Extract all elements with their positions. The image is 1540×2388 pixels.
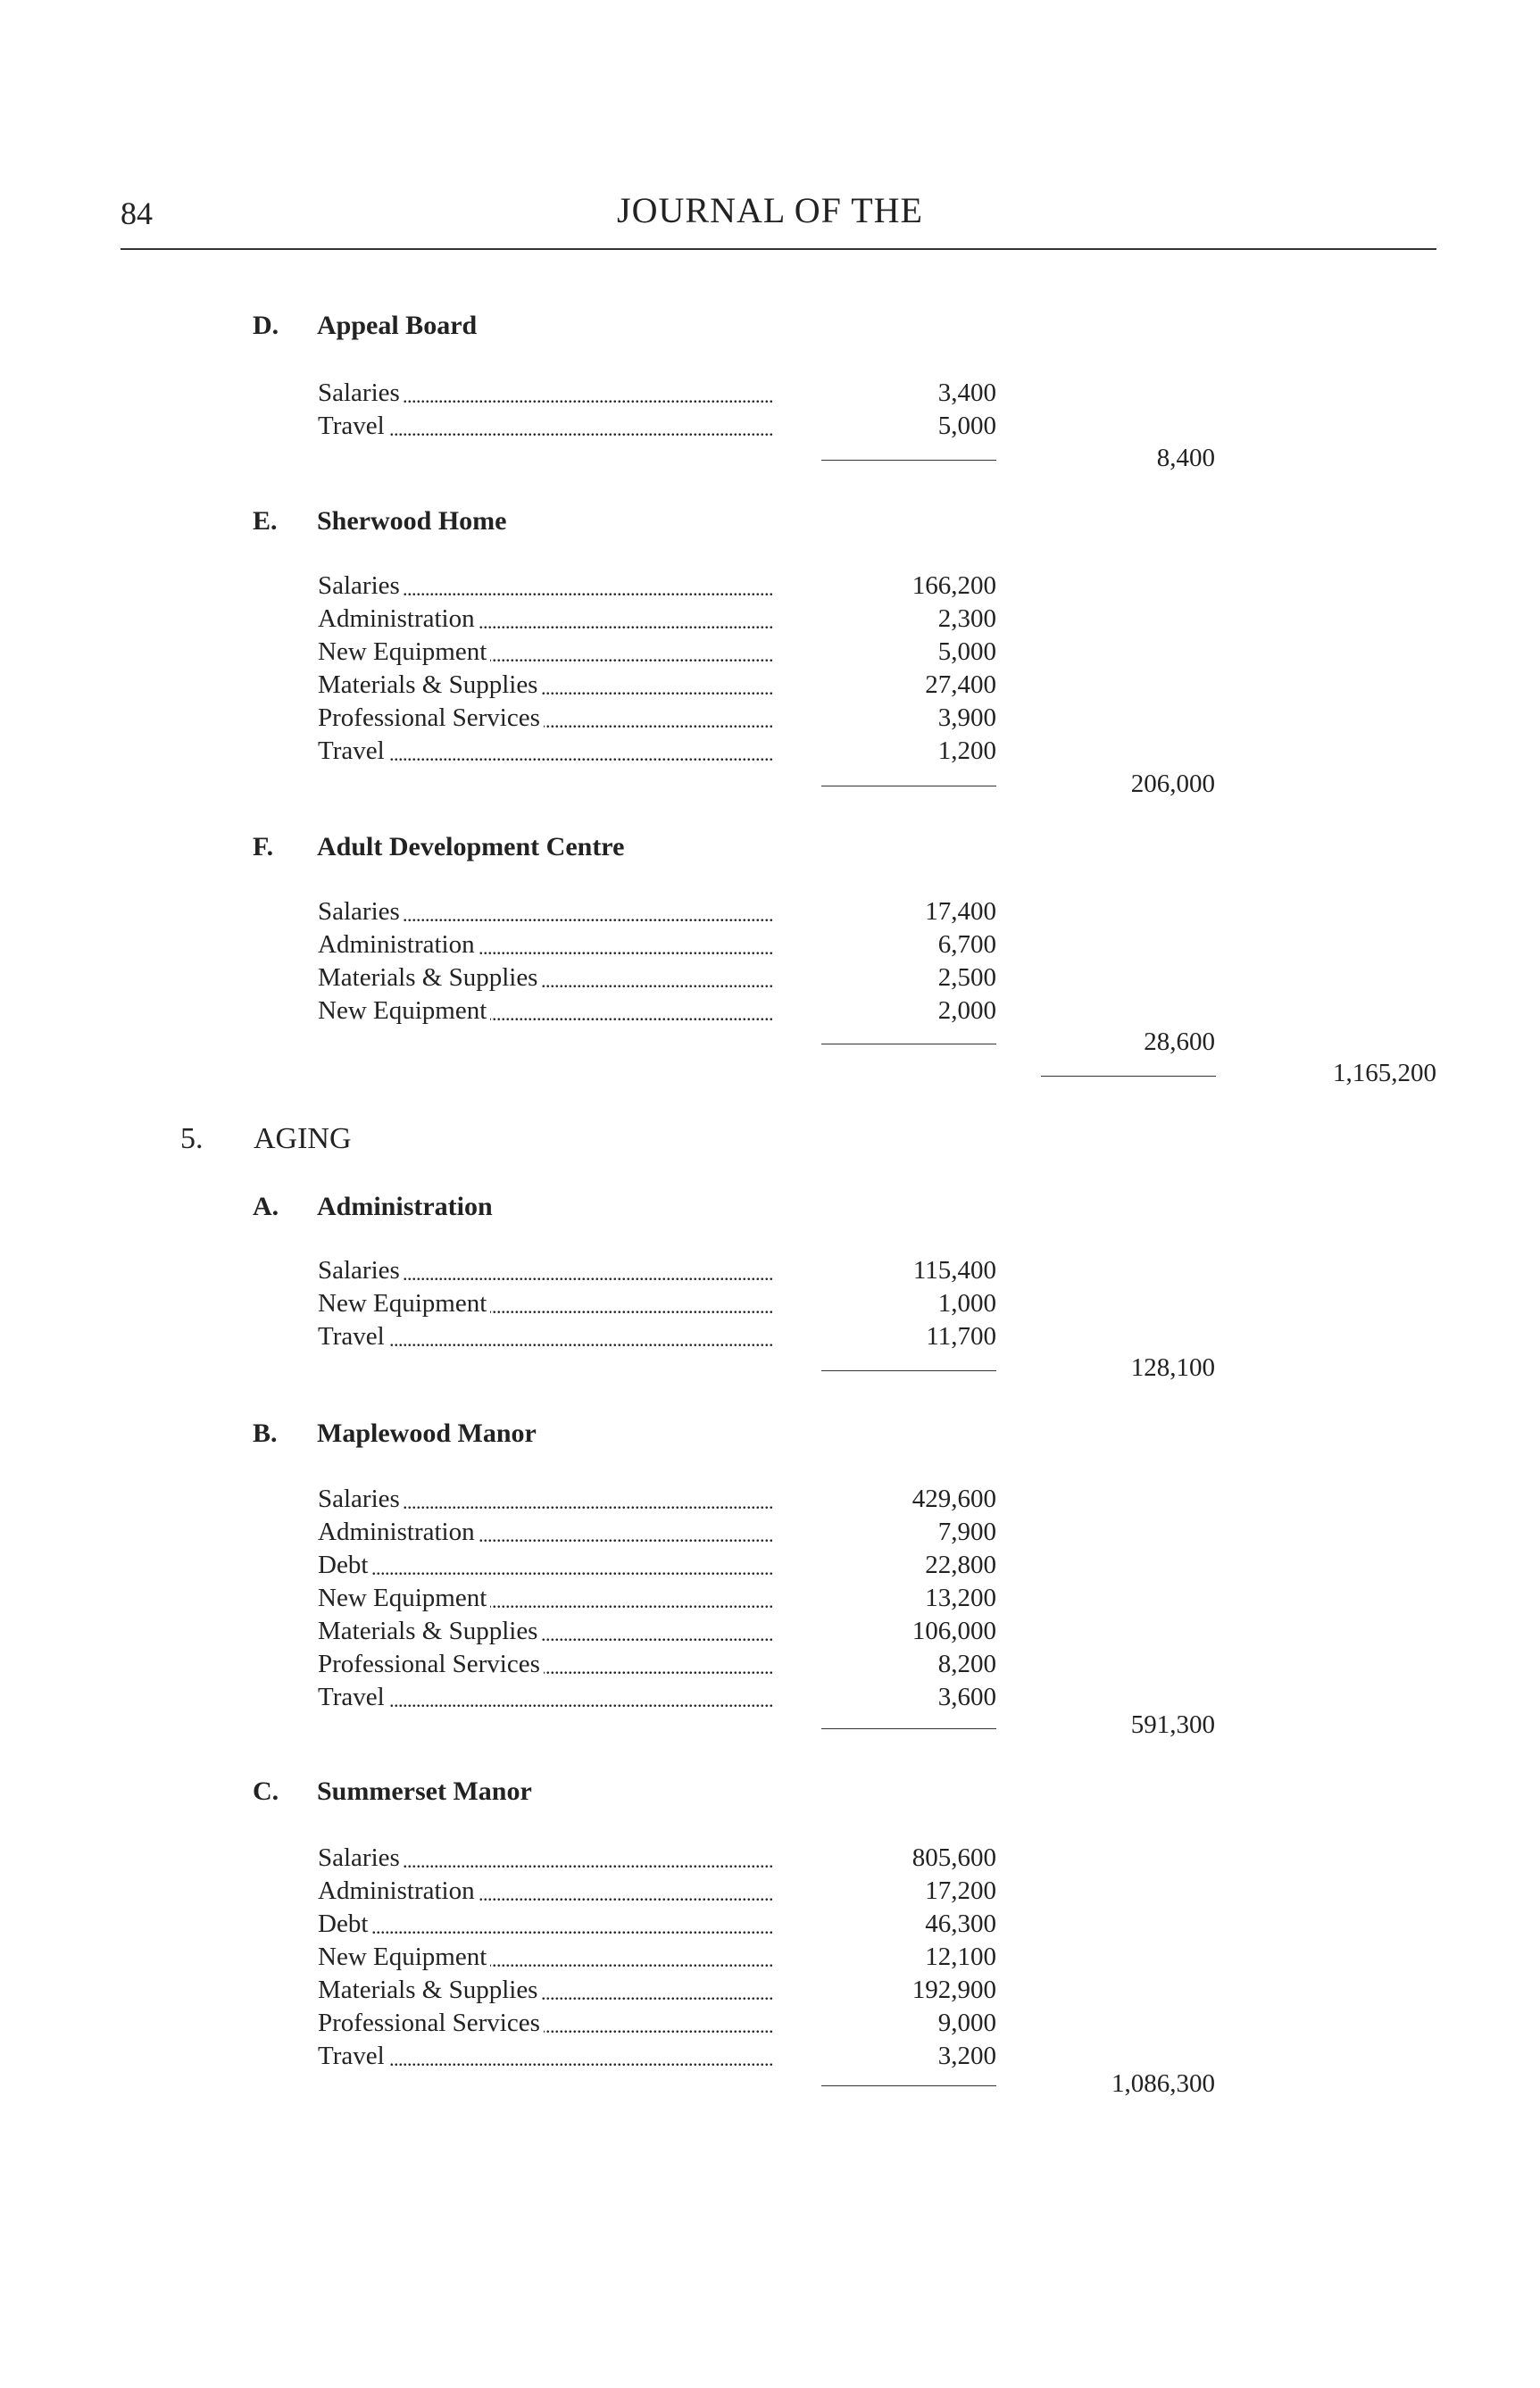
item-amount: 3,600 <box>937 1683 996 1711</box>
item-amount: 12,100 <box>925 1943 996 1971</box>
line-item <box>318 1485 996 1518</box>
item-label: Salaries . . . <box>318 379 773 408</box>
subtotal-rule <box>821 460 996 461</box>
item-label: New Equipment . . . <box>318 1943 773 1972</box>
item-label: New Equipment . . . <box>318 637 773 667</box>
subsection-total: 8,400 <box>1156 444 1215 472</box>
line-item <box>318 604 996 637</box>
item-amount: 3,900 <box>937 703 996 732</box>
item-amount: 106,000 <box>912 1617 996 1645</box>
item-amount: 2,000 <box>937 996 996 1025</box>
subsection-title: Administration <box>317 1192 493 1221</box>
item-label: Materials & Supplies . . . <box>318 963 773 993</box>
section-total-rule <box>1041 1076 1216 1077</box>
line-item <box>318 1650 996 1683</box>
subsection-total: 591,300 <box>1130 1710 1215 1739</box>
subsection-title: Summerset Manor <box>317 1776 532 1806</box>
item-label: New Equipment . . . <box>318 996 773 1026</box>
line-item <box>318 963 996 996</box>
subsection-letter: E. <box>253 506 278 536</box>
line-item <box>318 736 996 770</box>
item-amount: 7,900 <box>937 1518 996 1546</box>
item-amount: 429,600 <box>912 1485 996 1513</box>
item-label: Materials & Supplies . . . <box>318 1976 773 2005</box>
item-amount: 2,300 <box>937 604 996 633</box>
line-item <box>318 571 996 604</box>
item-amount: 166,200 <box>912 571 996 600</box>
item-label: Debt . . . <box>318 1551 773 1580</box>
item-amount: 17,200 <box>925 1876 996 1905</box>
item-amount: 13,200 <box>925 1584 996 1612</box>
line-item <box>318 1910 996 1943</box>
line-item <box>318 1322 996 1355</box>
line-item <box>318 1551 996 1584</box>
section-total: 1,165,200 <box>1333 1059 1436 1087</box>
item-label: Administration . . . <box>318 930 773 960</box>
item-amount: 5,000 <box>937 637 996 666</box>
subsection-title: Maplewood Manor <box>317 1419 537 1448</box>
section-title: AGING <box>254 1122 352 1155</box>
item-label: Administration . . . <box>318 1518 773 1547</box>
item-label: Materials & Supplies . . . <box>318 670 773 700</box>
subsection-letter: A. <box>253 1192 279 1221</box>
item-amount: 3,400 <box>937 379 996 407</box>
item-amount: 17,400 <box>925 897 996 926</box>
item-amount: 1,200 <box>937 736 996 765</box>
item-label: Materials & Supplies . . . <box>318 1617 773 1646</box>
item-amount: 1,000 <box>937 1289 996 1318</box>
item-label: Debt . . . <box>318 1910 773 1939</box>
line-item <box>318 379 996 412</box>
header-rule <box>121 248 1436 250</box>
line-item <box>318 1976 996 2009</box>
item-label: Professional Services . . . <box>318 1650 773 1679</box>
item-label: Salaries . . . <box>318 1256 773 1286</box>
subtotal-rule <box>821 1728 996 1729</box>
line-item <box>318 1518 996 1551</box>
item-label: New Equipment . . . <box>318 1584 773 1613</box>
item-label: New Equipment . . . <box>318 1289 773 1319</box>
item-amount: 3,200 <box>937 2042 996 2070</box>
item-label: Salaries . . . <box>318 897 773 927</box>
line-item <box>318 412 996 445</box>
item-label: Travel . . . <box>318 412 773 441</box>
line-item <box>318 1617 996 1650</box>
item-label: Administration . . . <box>318 604 773 634</box>
subsection-letter: C. <box>253 1776 279 1806</box>
section-number: 5. <box>180 1122 204 1155</box>
line-item <box>318 637 996 670</box>
line-item <box>318 1584 996 1617</box>
item-amount: 192,900 <box>912 1976 996 2004</box>
subsection-letter: F. <box>253 832 274 861</box>
item-label: Salaries . . . <box>318 571 773 601</box>
item-amount: 8,200 <box>937 1650 996 1678</box>
subsection-total: 128,100 <box>1130 1353 1215 1382</box>
line-item <box>318 1289 996 1322</box>
item-amount: 27,400 <box>925 670 996 699</box>
subsection-title: Adult Development Centre <box>317 832 625 861</box>
item-label: Salaries . . . <box>318 1843 773 1873</box>
item-label: Travel . . . <box>318 1322 773 1352</box>
line-item <box>318 1256 996 1289</box>
line-item <box>318 1843 996 1876</box>
running-head: JOURNAL OF THE <box>617 190 923 230</box>
item-label: Travel . . . <box>318 1683 773 1712</box>
item-amount: 5,000 <box>937 412 996 440</box>
line-item <box>318 1876 996 1910</box>
item-amount: 9,000 <box>937 2009 996 2037</box>
page-number: 84 <box>121 196 153 231</box>
subsection-letter: B. <box>253 1419 278 1448</box>
line-item <box>318 2042 996 2075</box>
subsection-total: 28,600 <box>1144 1028 1215 1056</box>
item-amount: 46,300 <box>925 1910 996 1938</box>
line-item <box>318 996 996 1029</box>
item-label: Professional Services . . . <box>318 2009 773 2038</box>
item-amount: 11,700 <box>926 1322 996 1351</box>
item-amount: 6,700 <box>937 930 996 959</box>
line-item <box>318 703 996 736</box>
line-item <box>318 1943 996 1976</box>
subsection-title: Sherwood Home <box>317 506 507 536</box>
item-label: Travel . . . <box>318 736 773 766</box>
line-item <box>318 1683 996 1716</box>
item-label: Salaries . . . <box>318 1485 773 1514</box>
subsection-total: 1,086,300 <box>1111 2069 1215 2098</box>
line-item <box>318 930 996 963</box>
item-label: Travel . . . <box>318 2042 773 2071</box>
item-amount: 805,600 <box>912 1843 996 1872</box>
item-amount: 2,500 <box>937 963 996 992</box>
subsection-title: Appeal Board <box>317 311 478 340</box>
line-item <box>318 897 996 930</box>
subtotal-rule <box>821 2085 996 2086</box>
item-label: Professional Services . . . <box>318 703 773 733</box>
subtotal-rule <box>821 1370 996 1371</box>
item-amount: 22,800 <box>925 1551 996 1579</box>
item-amount: 115,400 <box>912 1256 996 1285</box>
subsection-total: 206,000 <box>1130 770 1215 798</box>
subsection-letter: D. <box>253 311 279 340</box>
item-label: Administration . . . <box>318 1876 773 1906</box>
line-item <box>318 670 996 703</box>
line-item <box>318 2009 996 2042</box>
